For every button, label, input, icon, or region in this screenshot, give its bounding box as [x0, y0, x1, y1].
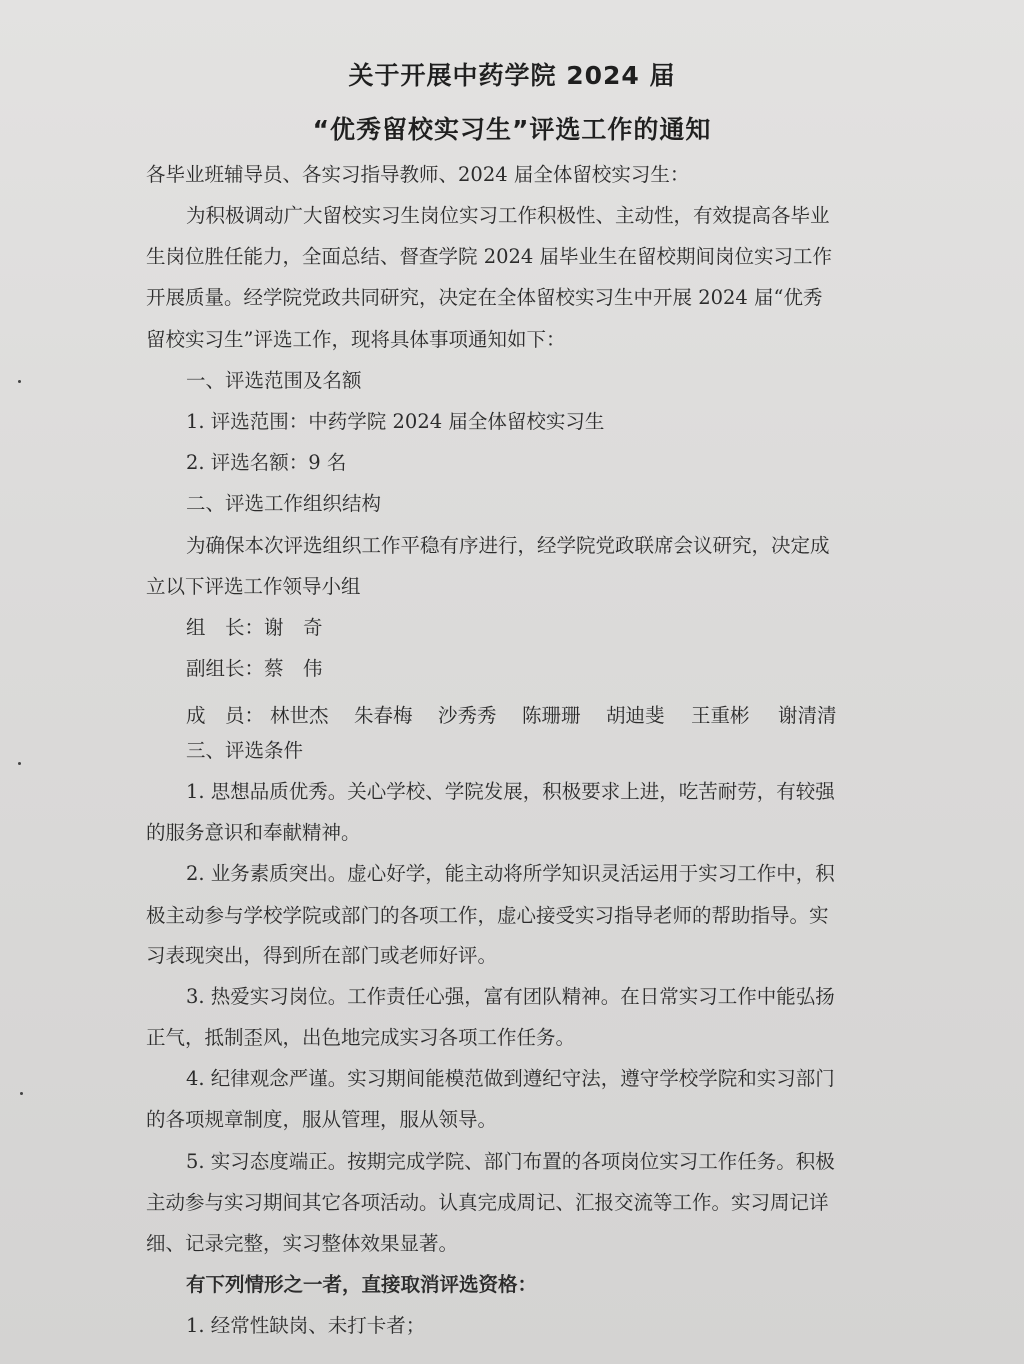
condition-4-line-1: 4. 纪律观念严谨。实习期间能模范做到遵纪守法，遵守学校学院和实习部门: [186, 1067, 835, 1090]
condition-5-line-3: 细、记录完整，实习整体效果显著。: [146, 1232, 459, 1255]
section1-item-1: 1. 评选范围：中药学院 2024 届全体留校实习生: [186, 410, 605, 433]
section3-heading: 三、评选条件: [186, 739, 304, 762]
condition-1-line-1: 1. 思想品质优秀。关心学校、学院发展，积极要求上进，吃苦耐劳，有较强: [186, 780, 835, 803]
intro-line-3: 开展质量。经学院党政共同研究，决定在全体留校实习生中开展 2024 届“优秀: [146, 286, 823, 309]
section1-item-2: 2. 评选名额：9 名: [186, 451, 347, 474]
intro-line-4: 留校实习生”评选工作，现将具体事项通知如下：: [146, 328, 566, 351]
condition-5-line-2: 主动参与实习期间其它各项活动。认真完成周记、汇报交流等工作。实习周记详: [146, 1191, 829, 1214]
member-name: 沙秀秀: [438, 704, 497, 727]
condition-2-line-3: 习表现突出，得到所在部门或老师好评。: [146, 944, 498, 967]
section2-body-line-2: 立以下评选工作领导小组: [146, 575, 361, 598]
condition-2-line-1: 2. 业务素质突出。虚心好学，能主动将所学知识灵活运用于实习工作中，积: [186, 862, 835, 885]
condition-4-line-2: 的各项规章制度，服从管理，服从领导。: [146, 1108, 498, 1131]
condition-5-line-1: 5. 实习态度端正。按期完成学院、部门布置的各项岗位实习工作任务。积极: [186, 1150, 835, 1173]
member-name: 谢清清: [778, 704, 837, 727]
condition-3-line-2: 正气，抵制歪风，出色地完成实习各项工作任务。: [146, 1026, 576, 1049]
condition-3-line-1: 3. 热爱实习岗位。工作责任心强，富有团队精神。在日常实习工作中能弘扬: [186, 985, 835, 1008]
condition-1-line-2: 的服务意识和奉献精神。: [146, 821, 361, 844]
section1-heading: 一、评选范围及名额: [186, 369, 362, 392]
section2-body-line-1: 为确保本次评选组织工作平稳有序进行，经学院党政联席会议研究，决定成: [186, 534, 830, 557]
member-name: 朱春梅: [354, 704, 413, 727]
intro-line-1: 为积极调动广大留校实习生岗位实习工作积极性、主动性，有效提高各毕业: [186, 204, 830, 227]
members-label: 成 员：: [186, 704, 265, 727]
disqualify-heading: 有下列情形之一者，直接取消评选资格：: [186, 1273, 538, 1296]
disqualify-item-1: 1. 经常性缺岗、未打卡者；: [186, 1314, 426, 1337]
condition-2-line-2: 极主动参与学校学院或部门的各项工作，虚心接受实习指导老师的帮助指导。实: [146, 904, 829, 927]
document-title-line-1: 关于开展中药学院 2024 届: [348, 61, 676, 90]
group-leader: 组 长：谢 奇: [186, 616, 323, 639]
margin-mark: [18, 380, 21, 383]
group-deputy-leader: 副组长：蔡 伟: [186, 657, 323, 680]
document-title-line-2: “优秀留校实习生”评选工作的通知: [312, 115, 712, 144]
member-name: 胡迪斐: [606, 704, 665, 727]
margin-mark: [20, 1092, 23, 1095]
intro-line-2: 生岗位胜任能力，全面总结、督查学院 2024 届毕业生在留校期间岗位实习工作: [146, 245, 833, 268]
member-name: 陈珊珊: [522, 704, 581, 727]
member-name: 王重彬: [691, 704, 750, 727]
salutation: 各毕业班辅导员、各实习指导教师、2024 届全体留校实习生：: [146, 163, 690, 186]
section2-heading: 二、评选工作组织结构: [186, 492, 382, 515]
member-name: 林世杰: [270, 704, 329, 727]
margin-mark: [18, 762, 21, 765]
